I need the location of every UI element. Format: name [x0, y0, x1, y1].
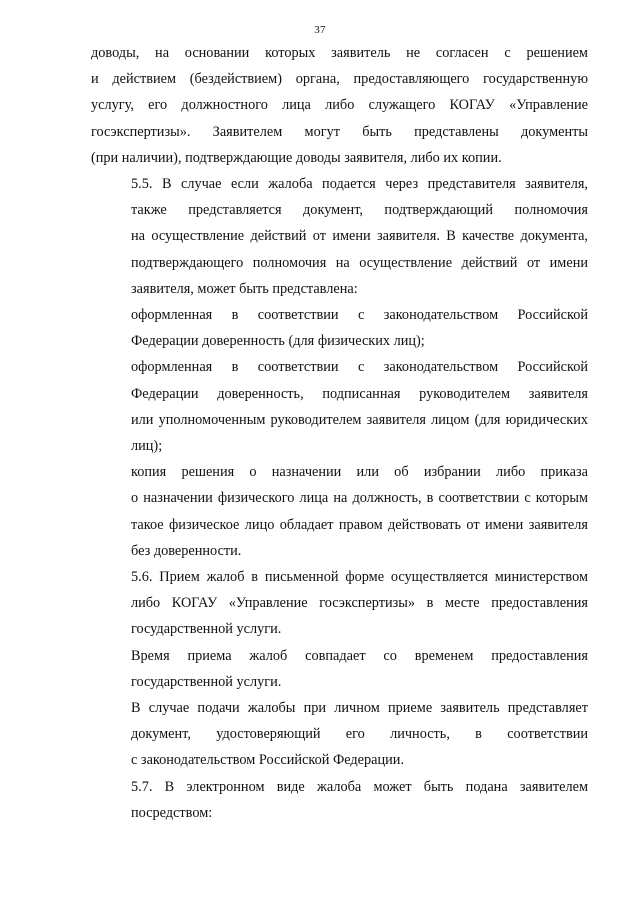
text-line: государственной услуги. — [131, 673, 282, 690]
text-line: копия решения о назначении или об избрании либо приказа — [131, 464, 588, 481]
paragraph — [91, 774, 588, 826]
paragraph — [91, 643, 588, 695]
text-line: также представляется документ, подтверждающий полномочия — [131, 202, 588, 219]
text-line: либо КОГАУ «Управление госэкспертизы» в месте предоставления — [131, 595, 588, 612]
text-line: или уполномоченным руководителем заявителя лицом (для юридических — [131, 411, 588, 428]
paragraph — [91, 695, 588, 774]
text-line: и действием (бездействием) органа, предоставляющего государственную — [91, 71, 588, 88]
text-line: Федерации доверенность (для физических лиц); — [131, 333, 425, 350]
document-body — [91, 40, 588, 826]
text-line: государственной услуги. — [131, 621, 282, 638]
text-line: оформленная в соответствии с законодательством Российской — [131, 359, 588, 376]
text-line: госэкспертизы». Заявителем могут быть представлены документы — [91, 123, 588, 140]
text-line: (при наличии), подтверждающие доводы заявителя, либо их копии. — [91, 149, 502, 166]
text-line: В случае подачи жалобы при личном приеме заявитель представляет — [131, 700, 588, 717]
paragraph — [91, 171, 588, 302]
text-line: Время приема жалоб совпадает со временем предоставления — [131, 647, 588, 664]
paragraph — [91, 459, 588, 564]
text-line: такое физическое лицо обладает правом действовать от имени заявителя — [131, 516, 588, 533]
paragraph — [91, 564, 588, 643]
text-line: доводы, на основании которых заявитель не согласен с решением — [91, 45, 588, 61]
page-number: 37 — [314, 24, 326, 36]
paragraph — [91, 40, 588, 171]
text-line: документ, удостоверяющий его личность, в соответствии — [131, 726, 588, 743]
text-line: лиц); — [131, 438, 163, 455]
text-line: заявителя, может быть представлена: — [131, 280, 358, 297]
text-line: 5.6. Прием жалоб в письменной форме осуществляется министерством — [131, 569, 588, 586]
text-line: 5.5. В случае если жалоба подается через представителя заявителя, — [131, 176, 588, 193]
text-line: о назначении физического лица на должность, в соответствии с которым — [131, 490, 588, 507]
text-line: услугу, его должностного лица либо служащего КОГАУ «Управление — [91, 97, 588, 114]
text-line: на осуществление действий от имени заявителя. В качестве документа, — [131, 228, 588, 245]
text-line: 5.7. В электронном виде жалоба может быть подана заявителем — [131, 778, 588, 795]
text-line: подтверждающего полномочия на осуществление действий от имени — [131, 254, 588, 271]
paragraph — [91, 354, 588, 459]
paragraph — [91, 302, 588, 354]
text-line: без доверенности. — [131, 542, 242, 559]
text-line: Федерации доверенность, подписанная руководителем заявителя — [131, 385, 588, 402]
text-line: оформленная в соответствии с законодательством Российской — [131, 307, 588, 324]
text-line: посредством: — [131, 804, 213, 821]
text-line: с законодательством Российской Федерации. — [131, 752, 405, 769]
